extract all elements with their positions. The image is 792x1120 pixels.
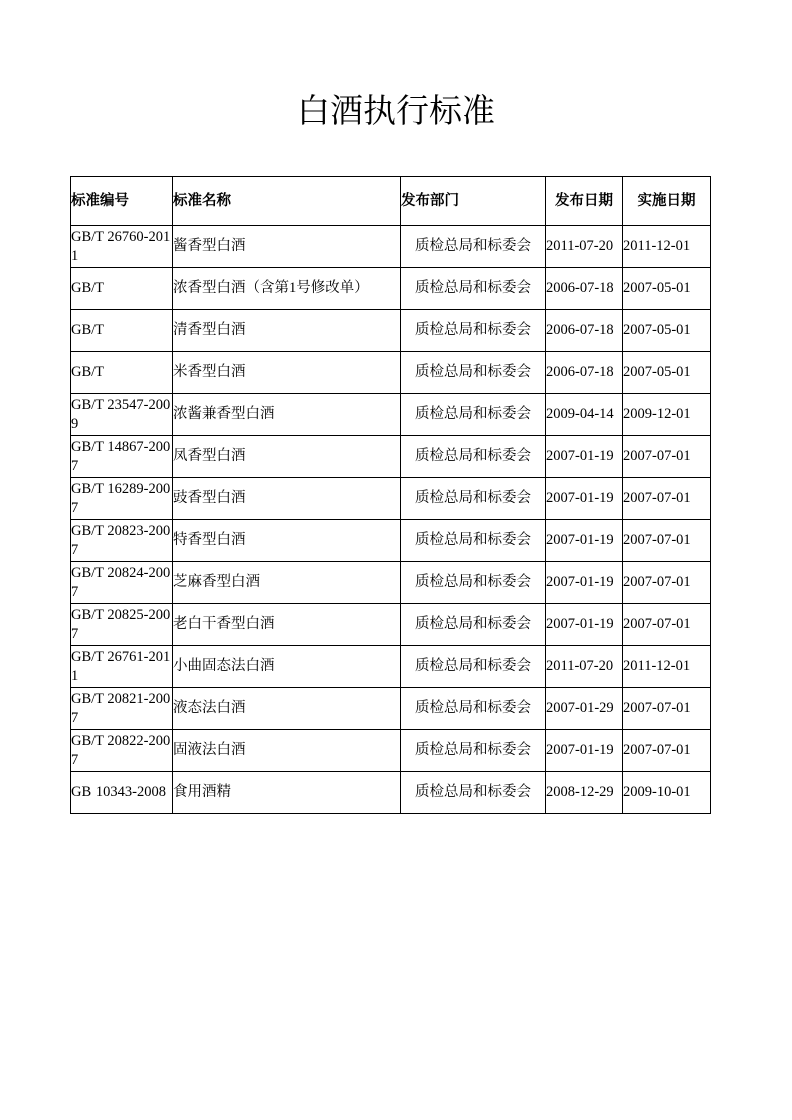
cell-publish-date: 2007-01-19 — [546, 478, 623, 520]
cell-effective-date: 2007-07-01 — [623, 520, 711, 562]
liquor-standards-table — [70, 176, 711, 814]
table-header-row — [71, 177, 711, 226]
cell-issuing-dept: 质检总局和标委会 — [401, 310, 546, 352]
cell-issuing-dept: 质检总局和标委会 — [401, 478, 546, 520]
cell-publish-date: 2011-07-20 — [546, 226, 623, 268]
cell-standard-no: GB/T 20822-2007 — [71, 730, 173, 772]
cell-standard-no: GB/T 14867-2007 — [71, 436, 173, 478]
cell-issuing-dept: 质检总局和标委会 — [401, 772, 546, 814]
cell-publish-date: 2006-07-18 — [546, 310, 623, 352]
cell-standard-name: 固液法白酒 — [173, 730, 401, 772]
table-row — [71, 352, 711, 394]
cell-issuing-dept: 质检总局和标委会 — [401, 730, 546, 772]
cell-publish-date: 2009-04-14 — [546, 394, 623, 436]
cell-effective-date: 2007-07-01 — [623, 478, 711, 520]
cell-standard-no: GB/T 20823-2007 — [71, 520, 173, 562]
cell-standard-name: 老白干香型白酒 — [173, 604, 401, 646]
cell-issuing-dept: 质检总局和标委会 — [401, 436, 546, 478]
cell-standard-name: 特香型白酒 — [173, 520, 401, 562]
table-row — [71, 310, 711, 352]
cell-publish-date: 2007-01-19 — [546, 436, 623, 478]
cell-effective-date: 2011-12-01 — [623, 646, 711, 688]
cell-publish-date: 2007-01-19 — [546, 520, 623, 562]
page-title: 白酒执行标准 — [297, 91, 495, 130]
table-row — [71, 226, 711, 268]
cell-issuing-dept: 质检总局和标委会 — [401, 394, 546, 436]
cell-issuing-dept: 质检总局和标委会 — [401, 352, 546, 394]
table-row — [71, 478, 711, 520]
cell-issuing-dept: 质检总局和标委会 — [401, 226, 546, 268]
column-header-standard-no: 标准编号 — [71, 177, 173, 226]
cell-issuing-dept: 质检总局和标委会 — [401, 688, 546, 730]
cell-standard-no: GB/T — [71, 268, 173, 310]
cell-effective-date: 2007-05-01 — [623, 268, 711, 310]
table-row — [71, 604, 711, 646]
cell-publish-date: 2007-01-19 — [546, 604, 623, 646]
cell-issuing-dept: 质检总局和标委会 — [401, 646, 546, 688]
cell-standard-no: GB/T 20821-2007 — [71, 688, 173, 730]
cell-standard-name: 液态法白酒 — [173, 688, 401, 730]
cell-standard-name: 食用酒精 — [173, 772, 401, 814]
cell-standard-name: 清香型白酒 — [173, 310, 401, 352]
cell-standard-no: GB/T 20824-2007 — [71, 562, 173, 604]
cell-issuing-dept: 质检总局和标委会 — [401, 520, 546, 562]
cell-standard-no: GB/T 26761-2011 — [71, 646, 173, 688]
cell-publish-date: 2006-07-18 — [546, 352, 623, 394]
cell-issuing-dept: 质检总局和标委会 — [401, 604, 546, 646]
cell-standard-no: GB/T — [71, 310, 173, 352]
cell-standard-no: GB/T 23547-2009 — [71, 394, 173, 436]
table-row — [71, 520, 711, 562]
cell-publish-date: 2011-07-20 — [546, 646, 623, 688]
column-header-publish-date: 发布日期 — [546, 177, 623, 226]
table-row — [71, 730, 711, 772]
column-header-effective-date: 实施日期 — [623, 177, 711, 226]
cell-effective-date: 2007-05-01 — [623, 352, 711, 394]
cell-standard-name: 豉香型白酒 — [173, 478, 401, 520]
cell-standard-name: 小曲固态法白酒 — [173, 646, 401, 688]
cell-standard-name: 酱香型白酒 — [173, 226, 401, 268]
table-body — [71, 226, 711, 814]
cell-publish-date: 2007-01-29 — [546, 688, 623, 730]
cell-standard-no: GB 10343-2008 — [71, 772, 173, 814]
table-row — [71, 562, 711, 604]
cell-standard-name: 浓酱兼香型白酒 — [173, 394, 401, 436]
cell-standard-no: GB/T 20825-2007 — [71, 604, 173, 646]
cell-standard-no: GB/T — [71, 352, 173, 394]
cell-effective-date: 2009-12-01 — [623, 394, 711, 436]
cell-standard-name: 芝麻香型白酒 — [173, 562, 401, 604]
table-row — [71, 646, 711, 688]
cell-standard-name: 浓香型白酒（含第1号修改单） — [173, 268, 401, 310]
cell-effective-date: 2009-10-01 — [623, 772, 711, 814]
cell-publish-date: 2008-12-29 — [546, 772, 623, 814]
cell-issuing-dept: 质检总局和标委会 — [401, 562, 546, 604]
cell-issuing-dept: 质检总局和标委会 — [401, 268, 546, 310]
table-row — [71, 688, 711, 730]
cell-effective-date: 2007-07-01 — [623, 730, 711, 772]
table-row — [71, 394, 711, 436]
cell-standard-no: GB/T 16289-2007 — [71, 478, 173, 520]
cell-effective-date: 2007-07-01 — [623, 688, 711, 730]
table-row — [71, 268, 711, 310]
cell-effective-date: 2011-12-01 — [623, 226, 711, 268]
cell-publish-date: 2007-01-19 — [546, 562, 623, 604]
column-header-issuing-dept: 发布部门 — [401, 177, 546, 226]
table-row — [71, 436, 711, 478]
column-header-standard-name: 标准名称 — [173, 177, 401, 226]
table-row — [71, 772, 711, 814]
cell-effective-date: 2007-07-01 — [623, 604, 711, 646]
cell-effective-date: 2007-05-01 — [623, 310, 711, 352]
cell-effective-date: 2007-07-01 — [623, 436, 711, 478]
cell-publish-date: 2006-07-18 — [546, 268, 623, 310]
cell-standard-no: GB/T 26760-2011 — [71, 226, 173, 268]
cell-publish-date: 2007-01-19 — [546, 730, 623, 772]
cell-effective-date: 2007-07-01 — [623, 562, 711, 604]
cell-standard-name: 凤香型白酒 — [173, 436, 401, 478]
cell-standard-name: 米香型白酒 — [173, 352, 401, 394]
